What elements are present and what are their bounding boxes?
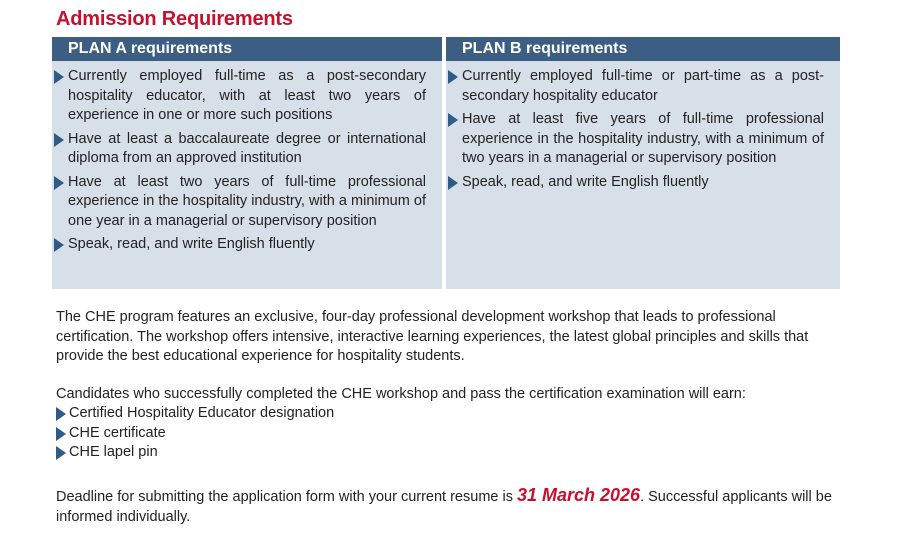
list-item: Have at least five years of full-time professional experience in the hospitality industry, with a minimum of two years in a managerial or supervisory position <box>462 110 824 169</box>
earn-intro: Candidates who successfully completed the CHE workshop and pass the certification examination will earn: <box>56 386 746 402</box>
bullet-triangle-icon <box>54 70 64 84</box>
deadline-paragraph: Deadline for submitting the application form with your current resume is 31 March 2026. Successful applicants will be informed individually. <box>56 485 832 525</box>
list-item: Speak, read, and write English fluently <box>462 173 824 193</box>
list-item: CHE lapel pin <box>56 443 334 463</box>
list-item: CHE certificate <box>56 424 334 444</box>
plan-a-panel <box>52 37 442 289</box>
bullet-triangle-icon <box>56 407 66 421</box>
earn-list <box>56 404 334 463</box>
list-item: Currently employed full-time as a post-secondary hospitality educator, with at least two years of experience in one or more such positions <box>68 67 426 126</box>
intro-paragraph: The CHE program features an exclusive, four-day professional development workshop that leads to professional certification. The workshop offers intensive, interactive learning experiences, the latest global principles and skills that provide the best educational experience for hospitality students. <box>56 309 809 364</box>
list-item: Have at least two years of full-time professional experience in the hospitality industry, with a minimum of one year in a managerial or supervisory position <box>68 173 426 232</box>
plan-b-header: PLAN B requirements <box>446 37 840 61</box>
page-title: Admission Requirements <box>56 8 293 30</box>
bullet-triangle-icon <box>54 133 64 147</box>
list-item: Certified Hospitality Educator designation <box>56 404 334 424</box>
bullet-triangle-icon <box>54 238 64 252</box>
list-item: Have at least a baccalaureate degree or international diploma from an approved institution <box>68 130 426 169</box>
bullet-triangle-icon <box>56 446 66 460</box>
deadline-date: 31 March 2026 <box>516 485 641 505</box>
bullet-triangle-icon <box>448 70 458 84</box>
list-item: Speak, read, and write English fluently <box>68 235 426 255</box>
list-item: Currently employed full-time or part-time as a post-secondary hospitality educator <box>462 67 824 106</box>
plan-b-panel <box>446 37 840 289</box>
plan-a-header: PLAN A requirements <box>52 37 442 61</box>
bullet-triangle-icon <box>56 427 66 441</box>
bullet-triangle-icon <box>448 113 458 127</box>
bullet-triangle-icon <box>54 176 64 190</box>
bullet-triangle-icon <box>448 176 458 190</box>
